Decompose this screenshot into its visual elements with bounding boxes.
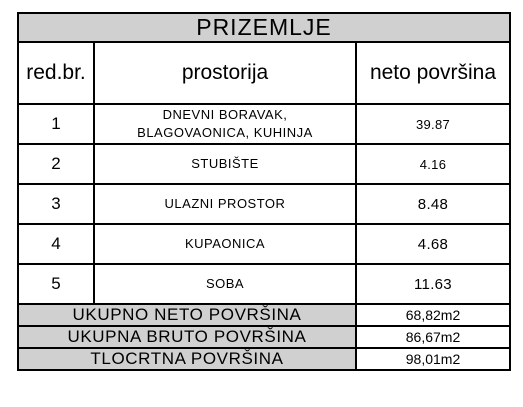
room-area: 8.48 bbox=[356, 184, 510, 224]
summary-row-net bbox=[18, 304, 510, 326]
summary-value: 98,01m2 bbox=[356, 348, 510, 370]
room-name-line: DNEVNI BORAVAK, bbox=[162, 107, 288, 122]
header-area: neto površina bbox=[356, 42, 510, 104]
table-row bbox=[18, 184, 510, 224]
summary-value: 68,82m2 bbox=[356, 304, 510, 326]
room-name bbox=[94, 104, 356, 144]
table-row bbox=[18, 104, 510, 144]
room-area: 4.68 bbox=[356, 224, 510, 264]
table-row bbox=[18, 264, 510, 304]
summary-label: UKUPNO NETO POVRŠINA bbox=[18, 304, 356, 326]
room-area: 11.63 bbox=[356, 264, 510, 304]
row-number: 4 bbox=[18, 224, 94, 264]
room-area: 4.16 bbox=[356, 144, 510, 184]
room-name: KUPAONICA bbox=[94, 224, 356, 264]
table-row bbox=[18, 144, 510, 184]
room-name: SOBA bbox=[94, 264, 356, 304]
row-number: 2 bbox=[18, 144, 94, 184]
header-no: red.br. bbox=[18, 42, 94, 104]
table-row bbox=[18, 224, 510, 264]
room-name: STUBIŠTE bbox=[94, 144, 356, 184]
row-number: 5 bbox=[18, 264, 94, 304]
table-title: PRIZEMLJE bbox=[18, 13, 510, 42]
row-number: 3 bbox=[18, 184, 94, 224]
area-table bbox=[17, 12, 511, 371]
row-number: 1 bbox=[18, 104, 94, 144]
summary-row-footprint bbox=[18, 348, 510, 370]
room-name-line: BLAGOVAONICA, KUHINJA bbox=[137, 125, 313, 140]
summary-label: UKUPNA BRUTO POVRŠINA bbox=[18, 326, 356, 348]
room-name: ULAZNI PROSTOR bbox=[94, 184, 356, 224]
header-row bbox=[18, 42, 510, 104]
summary-row-gross bbox=[18, 326, 510, 348]
summary-label: TLOCRTNA POVRŠINA bbox=[18, 348, 356, 370]
summary-value: 86,67m2 bbox=[356, 326, 510, 348]
room-area: 39.87 bbox=[356, 104, 510, 144]
header-room: prostorija bbox=[94, 42, 356, 104]
